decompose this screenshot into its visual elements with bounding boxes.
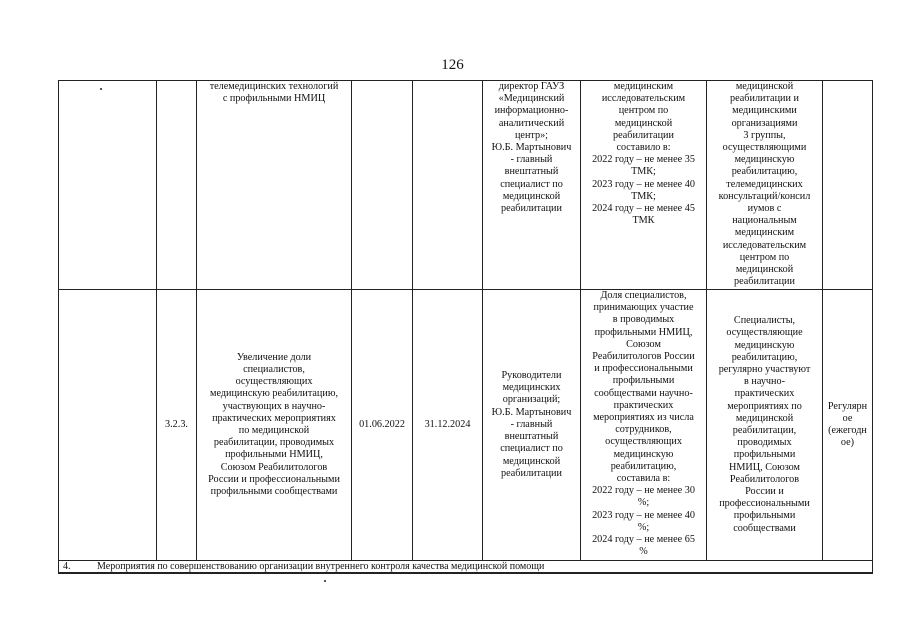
table-row xyxy=(59,290,873,561)
indicator-cell xyxy=(581,290,707,561)
section-title: Мероприятия по совершенствованию организации внутреннего контроля качества медицинской помощи xyxy=(97,561,545,572)
action-plan-table xyxy=(58,80,873,574)
section-header-cell xyxy=(59,561,873,574)
start-date: 01.06.2022 xyxy=(359,418,405,430)
result-cell xyxy=(707,290,823,561)
responsible-text: Руководители медицинских организаций; Ю.Б. Мартынович - главный внештатный специалист по медицинской реабилитации xyxy=(491,370,572,479)
responsible-cell xyxy=(483,81,581,290)
event-text: телемедицинских технологий с профильными НМИЦ xyxy=(209,81,339,105)
section-number: 4. xyxy=(63,561,71,572)
start-date-cell xyxy=(352,81,413,290)
end-date-cell xyxy=(413,81,483,290)
result-text: Специалисты, осуществляющие медицинскую реабилитацию, регулярно участвуют в научно- практических мероприятиях по медицинской реабилитации, проводимых профильными НМИЦ, Союзом Реабилитологов России и профессиональными профильными сообществами xyxy=(718,315,811,534)
responsible-cell xyxy=(483,290,581,561)
number-cell xyxy=(157,290,197,561)
event-text: Увеличение доли специалистов, осуществляющих медицинскую реабилитацию, участвующих в научно- практических мероприятиях по медицинской реабилитации, проводимых профильными НМИЦ, Союзом Реабилитологов России и профессиональными профильными сообществами xyxy=(208,351,340,498)
start-date-cell xyxy=(352,290,413,561)
indicator-text: медицинским исследовательским центром по медицинской реабилитации составило в: 2022 году – не менее 35 ТМК; 2023 году – не менее 40 ТМК; 2024 году – не менее 45 ТМК xyxy=(592,81,695,227)
frequency-cell xyxy=(823,81,873,290)
end-date-cell xyxy=(413,290,483,561)
section-header-row xyxy=(59,561,873,574)
frequency-cell xyxy=(823,290,873,561)
number-cell xyxy=(157,81,197,290)
item-number: 3.2.3. xyxy=(165,418,188,430)
scan-artifact xyxy=(324,580,326,582)
result-text: медицинской реабилитации и медицинскими организациями 3 группы, осуществляющими медицинскую реабилитацию, телемедицинских консультаций/консил иумов с национальным медицинским исследовательским центром по медицинской реабилитации xyxy=(718,81,811,288)
end-date: 31.12.2024 xyxy=(424,418,471,430)
indicator-text: Доля специалистов, принимающих участие в проводимых профильными НМИЦ, Союзом Реабилитологов России и профессиональными профильными сообществами научно- практических мероприятиях из числа сотрудников, осуществляющих медицинскую реабилитацию, составила в: 2022 году – не менее 30 %; 2023 году – не менее 40 %; 2024 году – не менее 65 % xyxy=(592,290,695,558)
responsible-text: директор ГАУЗ «Медицинский информационно- аналитический центр»; Ю.Б. Мартынович - главный внештатный специалист по медицинской реабилитации xyxy=(491,81,572,215)
table-row xyxy=(59,81,873,290)
frequency-text: Регулярн ое (ежегодн ое) xyxy=(827,400,868,449)
event-cell xyxy=(197,290,352,561)
empty-cell xyxy=(59,290,157,561)
event-cell xyxy=(197,81,352,290)
indicator-cell xyxy=(581,81,707,290)
page-number: 126 xyxy=(441,57,464,73)
empty-cell xyxy=(59,81,157,290)
result-cell xyxy=(707,81,823,290)
